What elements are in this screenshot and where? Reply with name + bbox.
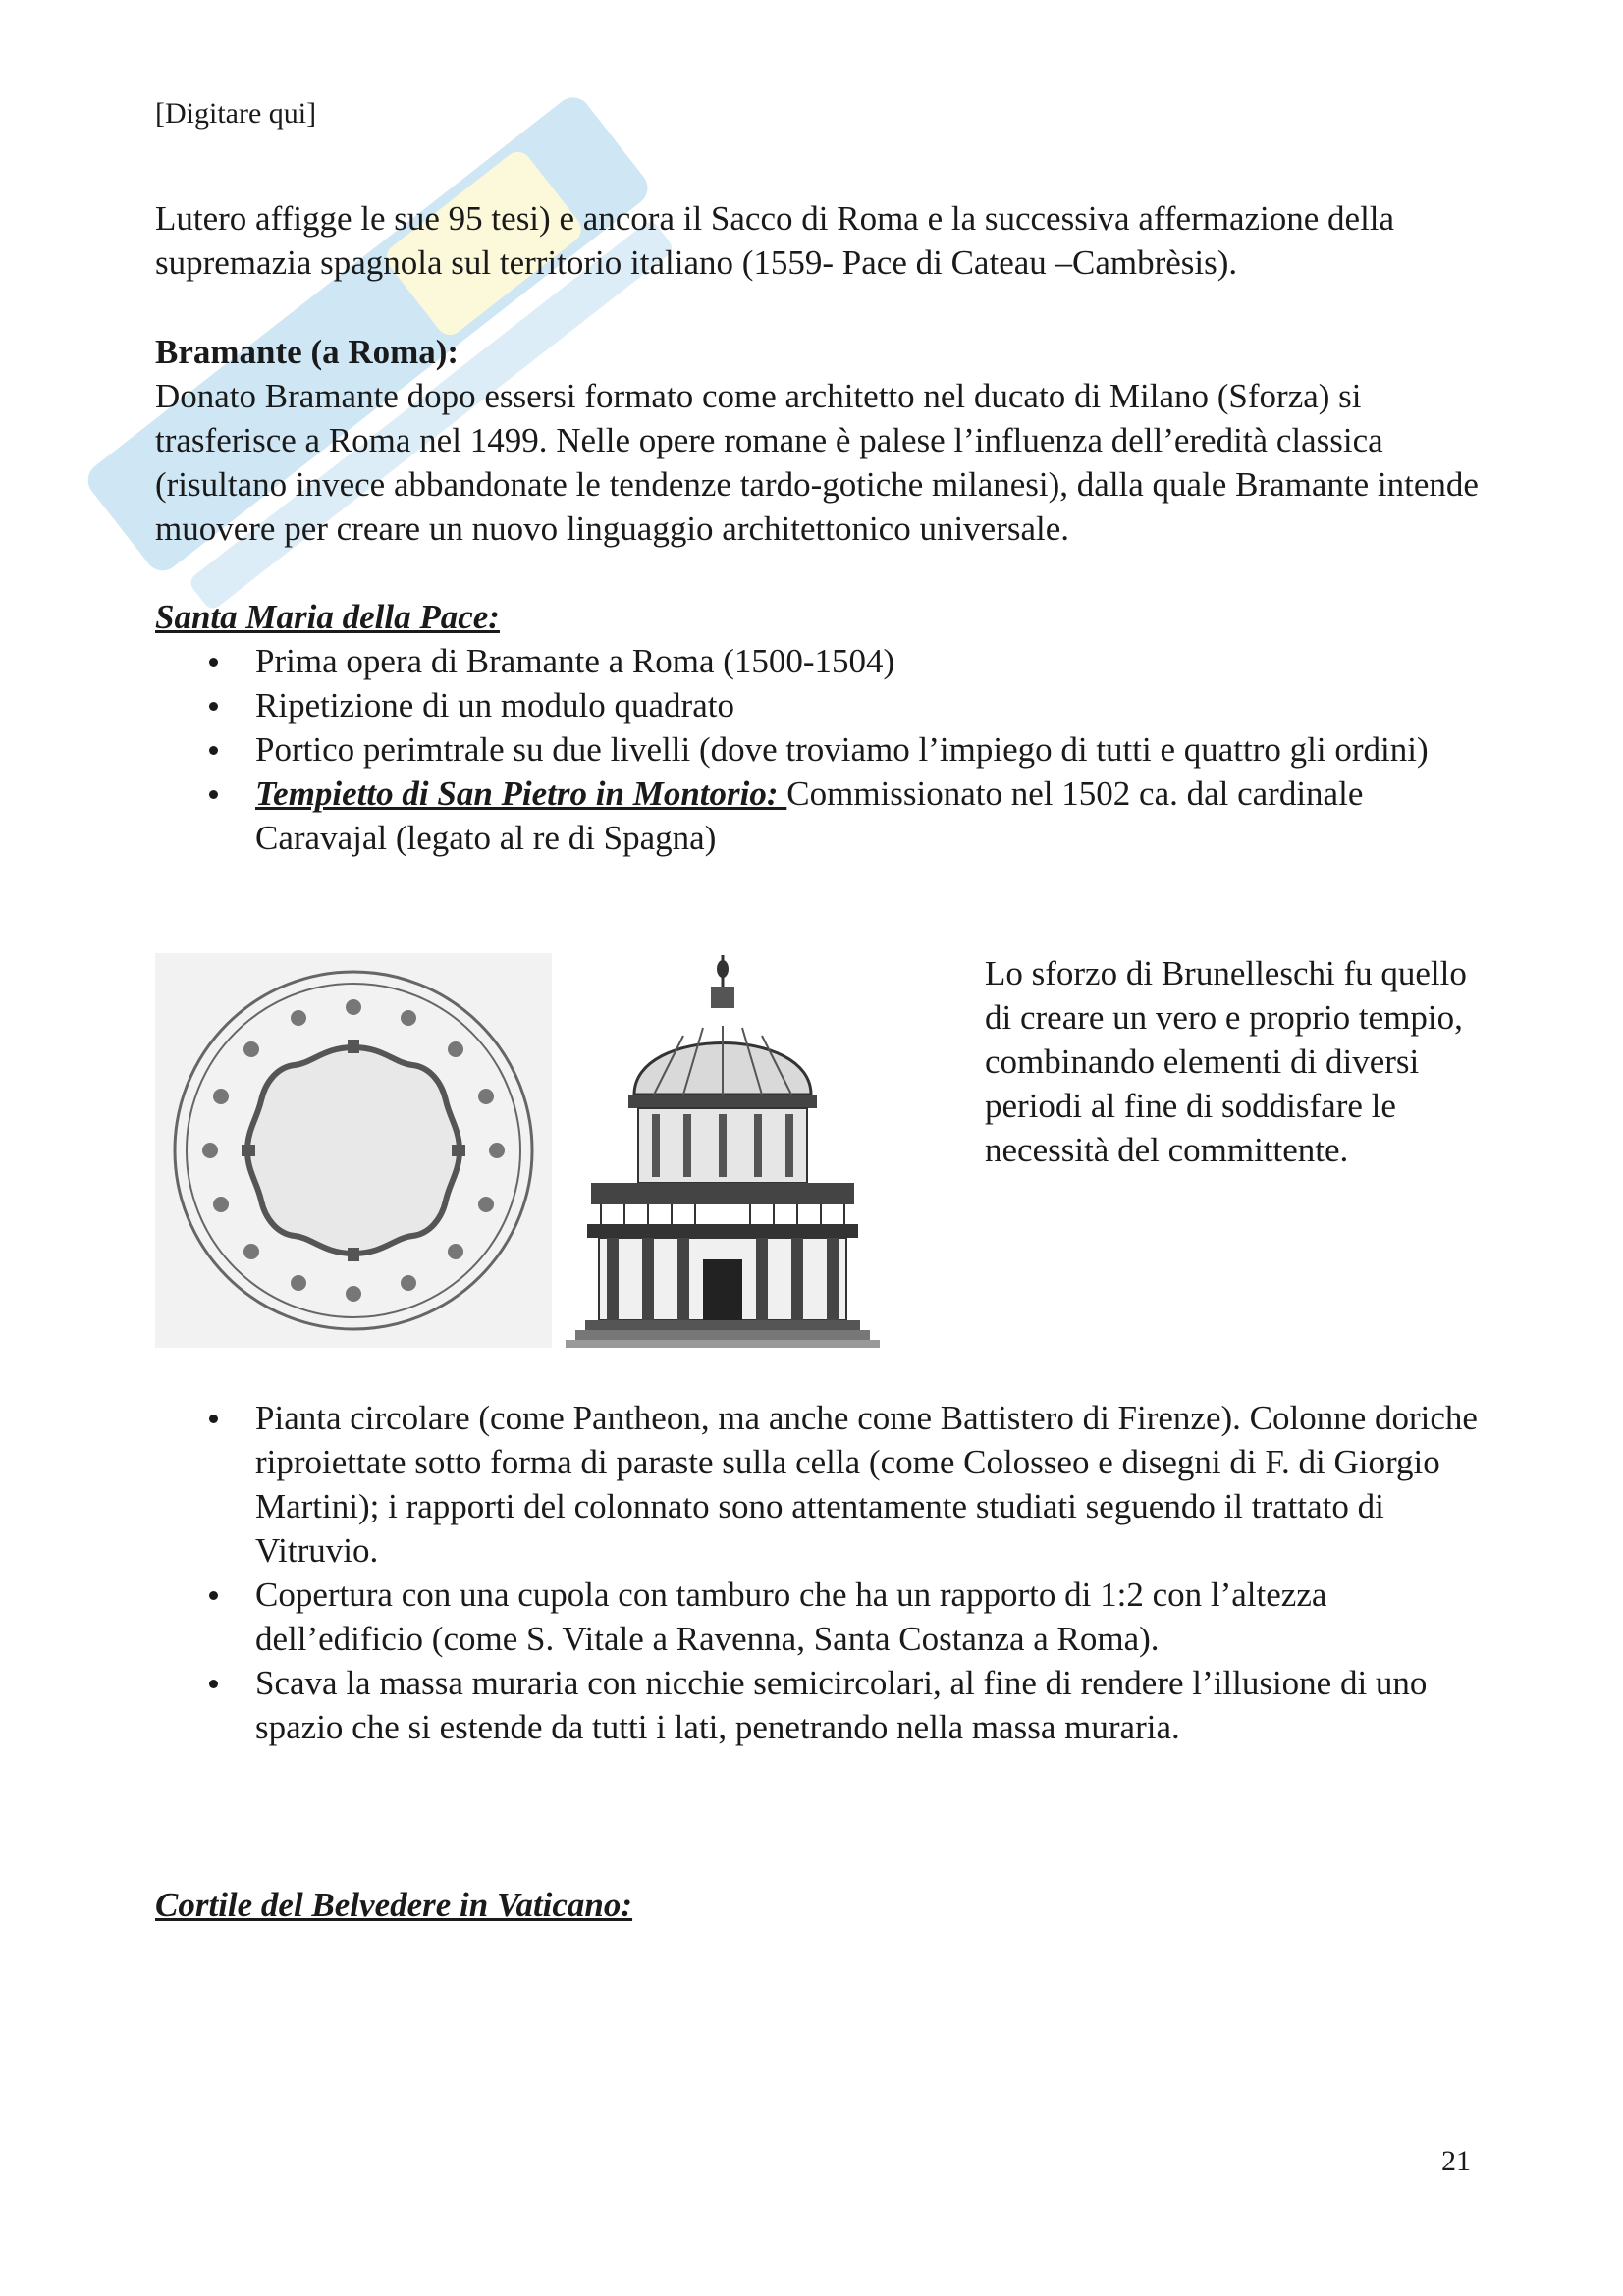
list-item: Pianta circolare (come Pantheon, ma anche come Battistero di Firenze). Colonne doriche riproiettate sotto forma di paraste sulla cella (come Colosseo e disegni di F. di Giorgio Martini); i rapporti del colonnato sono attentamente studiati seguendo il trattato di Vitruvio. bbox=[155, 1396, 1490, 1573]
circular-plan-image bbox=[155, 953, 552, 1348]
tempietto-list bbox=[155, 1396, 1490, 1749]
bramante-heading: Bramante (a Roma): bbox=[155, 333, 460, 371]
tempietto-label: Tempietto di San Pietro in Montorio: bbox=[255, 774, 787, 813]
list-item: Scava la massa muraria con nicchie semicircolari, al fine di rendere l’illusione di uno spazio che si estende da tutti i lati, penetrando nella massa muraria. bbox=[155, 1661, 1490, 1749]
bramante-paragraph: Donato Bramante dopo essersi formato come architetto nel ducato di Milano (Sforza) si trasferisce a Roma nel 1499. Nelle opere romane è palese l’influenza dell’eredità classica (risultano invece abbandonate le tendenze tardo-gotiche milanesi), dalla quale Bramante intende muovere per creare un nuovo linguaggio architettonico universale. bbox=[155, 377, 1479, 548]
list-item: Ripetizione di un modulo quadrato bbox=[155, 683, 1490, 727]
list-item: Portico perimtrale su due livelli (dove troviamo l’impiego di tutti e quattro gli ordini) bbox=[155, 727, 1490, 772]
santa-maria-title: Santa Maria della Pace: bbox=[155, 598, 500, 636]
side-note: Lo sforzo di Brunelleschi fu quello di creare un vero e proprio tempio, combinando elementi di diversi periodi al fine di soddisfare le necessità del committente. bbox=[985, 954, 1467, 1169]
cortile-title: Cortile del Belvedere in Vaticano: bbox=[155, 1886, 633, 1924]
santa-maria-list bbox=[155, 639, 1490, 860]
list-item-tempietto bbox=[155, 772, 1490, 860]
tempietto-elevation-image bbox=[556, 947, 890, 1350]
tempietto-text: Commissionato nel 1502 ca. dal cardinale Caravajal (legato al re di Spagna) bbox=[255, 774, 1364, 857]
intro-paragraph: Lutero affigge le sue 95 tesi) e ancora il Sacco di Roma e la successiva affermazione della supremazia spagnola sul territorio italiano (1559- Pace di Cateau –Cambrèsis). bbox=[155, 199, 1395, 282]
list-item: Prima opera di Bramante a Roma (1500-1504) bbox=[155, 639, 1490, 683]
list-item: Copertura con una cupola con tamburo che ha un rapporto di 1:2 con l’altezza dell’edificio (come S. Vitale a Ravenna, Santa Costanza a Roma). bbox=[155, 1573, 1490, 1661]
page-number: 21 bbox=[1441, 2145, 1471, 2177]
page-header: [Digitare qui] bbox=[155, 97, 317, 130]
